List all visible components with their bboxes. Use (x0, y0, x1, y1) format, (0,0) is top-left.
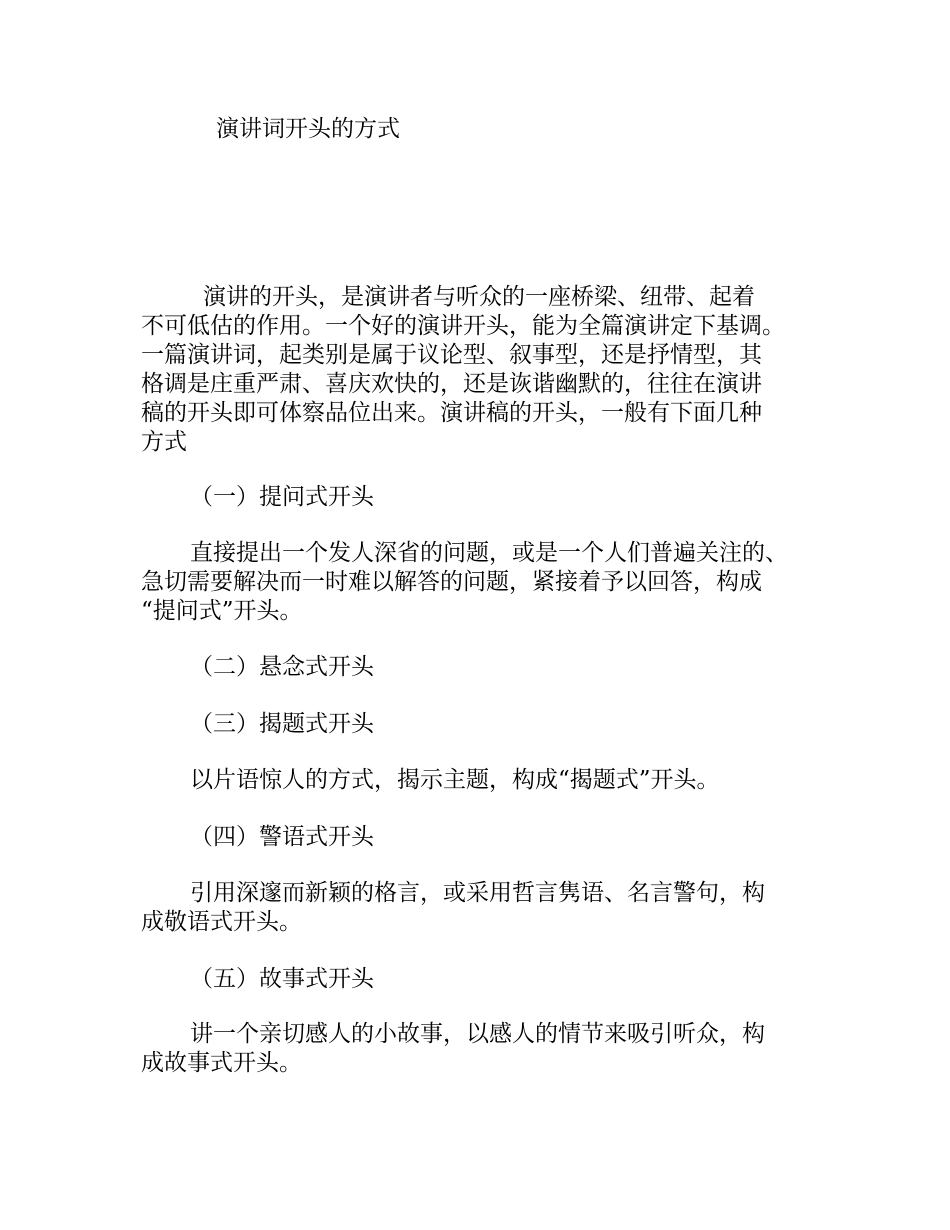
body-line: 直接提出一个发人深省的问题，或是一个人们普遍关注的、 (190, 540, 788, 566)
document-title: 演讲词开头的方式 (216, 116, 400, 142)
section-body-5 (141, 1020, 831, 1078)
section-body-3 (141, 766, 831, 795)
body-line: 引用深邃而新颖的格言，或采用哲言隽语、名言警句，构 (190, 880, 765, 906)
intro-line: 一篇演讲词，起类别是属于议论型、叙事型，还是抒情型，其 (141, 342, 762, 368)
body-line: 成敬语式开头。 (141, 909, 302, 935)
intro-line: 方式 (141, 429, 187, 455)
section-heading-3: （三）揭题式开头 (190, 711, 374, 737)
body-line: 讲一个亲切感人的小故事，以感人的情节来吸引听众，构 (190, 1021, 765, 1047)
section-body-4 (141, 879, 831, 937)
intro-line: 稿的开头即可体察品位出来。演讲稿的开头，一般有下面几种 (141, 400, 762, 426)
section-heading-5: （五）故事式开头 (190, 966, 374, 992)
intro-line: 不可低估的作用。一个好的演讲开头，能为全篇演讲定下基调。 (141, 313, 785, 339)
section-heading-1: （一）提问式开头 (190, 484, 374, 510)
body-line: “提问式”开头。 (141, 598, 303, 624)
intro-line: 格调是庄重严肃、喜庆欢快的，还是诙谐幽默的，往往在演讲 (141, 371, 762, 397)
intro-paragraph (141, 283, 821, 457)
section-heading-4: （四）警语式开头 (190, 824, 374, 850)
body-line: 以片语惊人的方式，揭示主题，构成“揭题式”开头。 (190, 767, 720, 793)
section-body-1 (141, 539, 831, 626)
intro-line: 演讲的开头，是演讲者与听众的一座桥梁、纽带、起着 (203, 284, 755, 310)
section-heading-2: （二）悬念式开头 (190, 654, 374, 680)
body-line: 成故事式开头。 (141, 1050, 302, 1076)
body-line: 急切需要解决而一时难以解答的问题，紧接着予以回答，构成 (141, 569, 762, 595)
